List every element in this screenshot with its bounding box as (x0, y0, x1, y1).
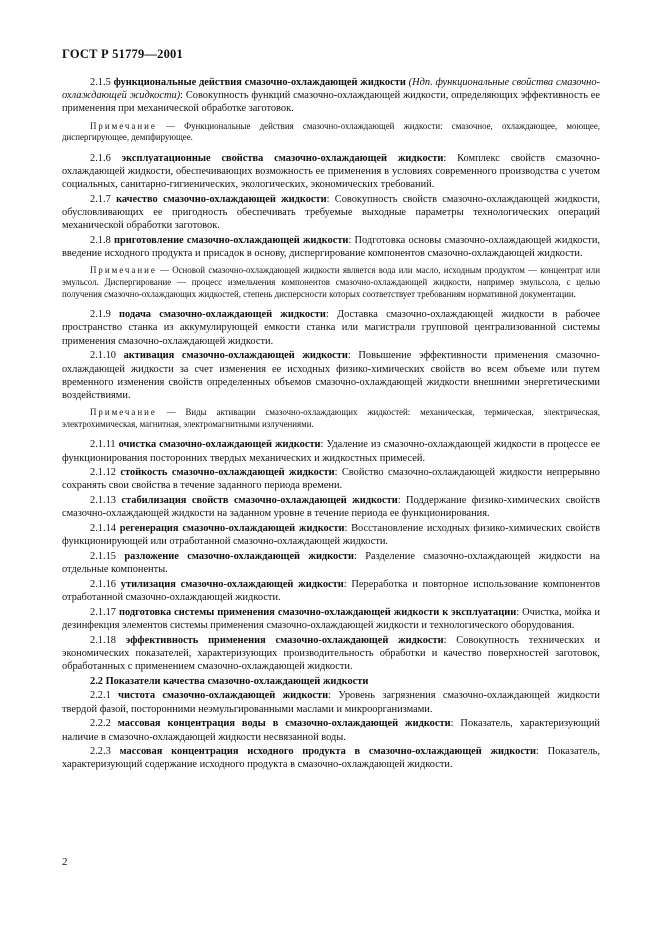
definition-text: : Комплекс свойств смазочно-охлаждающей жидкости, обеспечивающих возможность ее применения в условиях современного производства с учетом социальных, санитарно-гигиенических, экологических, экономических требований. (62, 152, 600, 191)
clause-number: 2.1.15 (90, 550, 116, 562)
term-definition (62, 308, 600, 348)
term-definition (62, 606, 600, 632)
definition-text: : Восстановление исходных физико-химических свойств функционирующей или отработанной смазочно-охлаждающей жидкости. (62, 523, 600, 548)
note-paragraph: Примечание — Основой смазочно-охлаждающей жидкости является вода или масло, исходным продуктом — концентрат или эмульсол. Диспергирование — процесс измельчения компонентов смазочно-охлаждающей жидкости, например эмульсола, с целью получения смазочно-охлаждающих жидкостей, степень дисперсности которых соответствует требованиям нормативной документации. (62, 265, 600, 299)
term-name: стойкость смазочно-охлаждающей жидкости (120, 467, 335, 479)
definition-text: : Совокупность функций смазочно-охлаждающей жидкости, определяющих эффективность ее применения при механической обработке заготовок. (62, 90, 600, 115)
definition-text: : Свойство смазочно-охлаждающей жидкости непрерывно сохранять свои свойства в течение заданного периода времени. (62, 467, 600, 492)
clause-number: 2.1.18 (90, 634, 116, 646)
clause-number: 2.1.9 (90, 309, 111, 321)
term-name: качество смазочно-охлаждающей жидкости (116, 193, 327, 205)
term-definition (62, 466, 600, 492)
definition-text: : Доставка смазочно-охлаждающей жидкости в рабочее пространство станка из аккумулирующей емкости станка или магистрали групповой централизованной системы применения смазочно-охлаждающей жидкости. (62, 309, 600, 347)
term-name: эксплуатационные свойства смазочно-охлаждающей жидкости (121, 152, 444, 164)
definition-text: : Совокупность технических и экономических показателей, характеризующих производительность обработки и качество поверхностей заготовок, обработанных с применением смазочно-охлаждающей жидкости. (62, 634, 600, 673)
clause-number: 2.2.1 (90, 690, 111, 702)
term-name: разложение смазочно-охлаждающей жидкости (124, 550, 354, 562)
term-name: чистота смазочно-охлаждающей жидкости (118, 690, 329, 702)
clause-number: 2.1.14 (90, 523, 116, 535)
term-definition (62, 349, 600, 402)
term-definition (62, 494, 600, 520)
term-name: регенерация смазочно-охлаждающей жидкости (119, 523, 345, 535)
section-heading: 2.2 Показатели качества смазочно-охлаждающей жидкости (90, 675, 369, 687)
note-text: Основой смазочно-охлаждающей жидкости является вода или масло, исходным продуктом — концентрат или эмульсол. Диспергирование — процесс измельчения компонентов смазочно-охлаждающей жидкости, например эмульсола, с целью получения смазочно-охлаждающих жидкостей, степень дисперсности которых соответствует требованиям нормативной документации. (62, 265, 600, 299)
definition-text: : Разделение смазочно-охлаждающей жидкости на отдельные компоненты. (62, 550, 600, 576)
note-label: Примечание (90, 120, 157, 131)
clause-number: 2.2.3 (90, 746, 111, 758)
definition-text: : Подготовка основы смазочно-охлаждающей жидкости, введение исходного продукта и присадок в основу, диспергирование компонентов смазочно-охлаждающей жидкости. (62, 235, 600, 260)
term-definition (62, 550, 600, 576)
term-name: функциональные действия смазочно-охлаждающей жидкости (113, 77, 406, 88)
term-name: приготовление смазочно-охлаждающей жидкости (114, 235, 349, 247)
definition-text: : Показатель, характеризующий наличие в смазочно-охлаждающей жидкости несвязанной воды. (62, 718, 600, 743)
clause-number: 2.1.13 (90, 495, 116, 507)
term-definition (62, 578, 600, 604)
term-name: подготовка системы применения смазочно-охлаждающей жидкости к эксплуатации (118, 606, 517, 618)
term-name: утилизация смазочно-охлаждающей жидкости (120, 578, 344, 590)
note-paragraph: Примечание — Функциональные действия смазочно-охлаждающей жидкости: смазочное, охлаждающее, моющее, диспергирующее, демпфирующее. (62, 120, 600, 143)
term-name: очистка смазочно-охлаждающей жидкости (118, 439, 321, 451)
clause-number: 2.1.6 (90, 152, 111, 164)
clause-number: 2.1.11 (90, 439, 116, 451)
clause-number: 2.1.5 (90, 77, 111, 88)
note-label: Примечание (90, 265, 157, 276)
page-number: 2 (62, 856, 68, 868)
term-definition (62, 689, 600, 715)
note-text: Функциональные действия смазочно-охлаждающей жидкости: смазочное, охлаждающее, моющее, диспергирующее, демпфирующее. (62, 120, 600, 143)
term-definition (62, 234, 600, 260)
note-text: Виды активации смазочно-охлаждающих жидкостей: механическая, термическая, электрическая, электрохимическая, магнитная, электромагнитными излучениями. (62, 407, 600, 429)
term-definition (62, 152, 600, 192)
document-body (62, 76, 600, 773)
term-name: активация смазочно-охлаждающей жидкости (123, 350, 348, 362)
term-definition (62, 438, 600, 464)
term-definition (62, 193, 600, 233)
term-definition (62, 745, 600, 771)
definition-text: : Уровень загрязнения смазочно-охлаждающей жидкости твердой фазой, посторонними неэмульгированными маслами и микроорганизмами. (62, 690, 600, 715)
clause-number: 2.2.2 (90, 718, 111, 730)
clause-number: 2.1.17 (90, 606, 116, 618)
term-definition (62, 634, 600, 674)
note-label: Примечание (90, 407, 157, 418)
term-definition (62, 522, 600, 548)
term-name: массовая концентрация исходного продукта в смазочно-охлаждающей жидкости (119, 746, 537, 758)
definition-text: : Показатель, характеризующий содержание исходного продукта в смазочно-охлаждающей жидкости. (62, 746, 600, 771)
document-header: ГОСТ Р 51779—2001 (62, 47, 183, 61)
clause-number: 2.1.7 (90, 193, 111, 205)
term-deprecated-synonym: (Ндп. функциональные свойства смазочно-охлаждающей жидкости) (62, 77, 600, 102)
clause-number: 2.1.8 (90, 235, 111, 247)
term-name: подача смазочно-охлаждающей жидкости (119, 309, 326, 321)
definition-text: : Переработка и повторное использование компонентов отработанной смазочно-охлаждающей жидкости. (62, 578, 600, 604)
clause-number: 2.1.12 (90, 467, 116, 479)
term-name: стабилизация свойств смазочно-охлаждающей жидкости (121, 495, 398, 507)
term-name: эффективность применения смазочно-охлаждающей жидкости (125, 634, 444, 646)
note-paragraph: Примечание — Виды активации смазочно-охлаждающих жидкостей: механическая, термическая, электрическая, электрохимическая, магнитная, электромагнитными излучениями. (62, 407, 600, 429)
definition-text: : Удаление из смазочно-охлаждающей жидкости в процессе ее функционирования посторонних твердых механических и жидкостных примесей. (62, 439, 600, 464)
definition-text: : Очистка, мойка и дезинфекция элементов системы применения смазочно-охлаждающей жидкости и технологического оборудования. (62, 606, 600, 631)
definition-text: : Повышение эффективности применения смазочно-охлаждающей жидкости за счет изменения ее исходных физико-химических свойств во всем объеме или путем временного изменения свойств определенных объемов смазочно-охлаждающей жидкости внешними энергетическими воздействиями. (62, 350, 600, 401)
definition-text: : Поддержание физико-химических свойств смазочно-охлаждающей жидкости на заданном уровне в течение периода ее функционирования. (62, 495, 600, 520)
term-definition (62, 76, 600, 116)
definition-text: : Совокупность свойств смазочно-охлаждающей жидкости, обусловливающих ее пригодность обеспечивать требуемые выходные параметры технологических операций механической обработки заготовок. (62, 193, 600, 232)
clause-number: 2.1.10 (90, 350, 116, 362)
term-definition (62, 717, 600, 743)
term-name: массовая концентрация воды в смазочно-охлаждающей жидкости (117, 718, 451, 730)
clause-number: 2.1.16 (90, 578, 116, 590)
